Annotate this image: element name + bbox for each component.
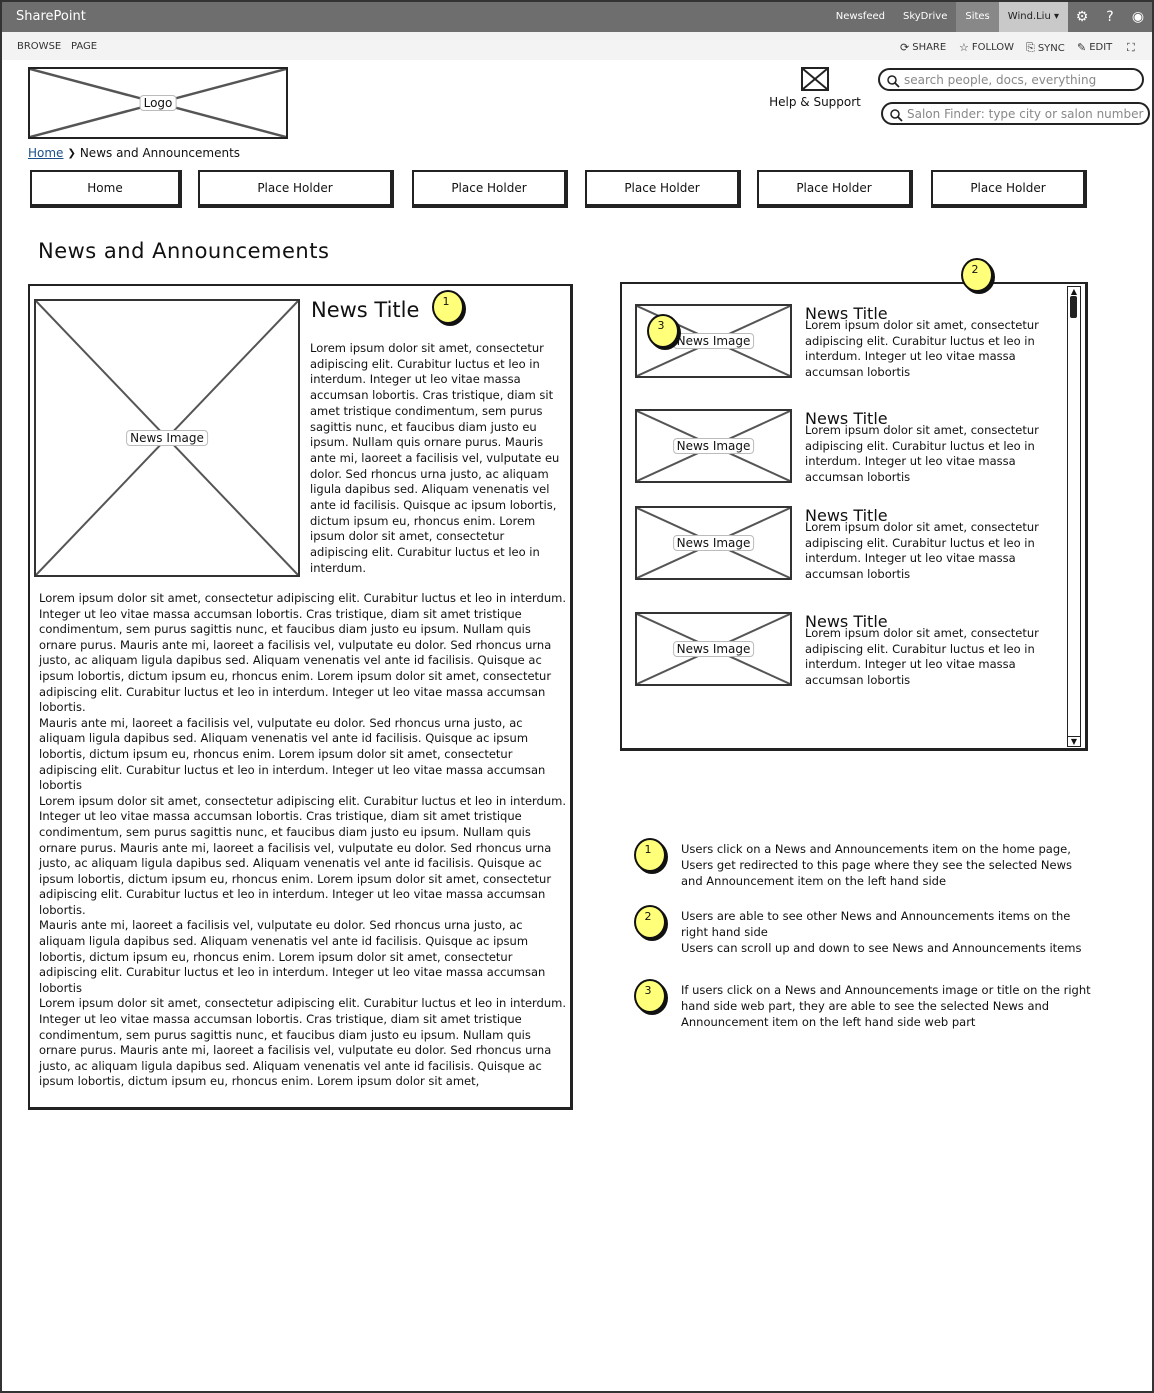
news-item-text: Lorem ipsum dolor sit amet, consectetur adipiscing elit. Curabitur luctus et leo in interdum. Integer ut leo vitae massa accumsan lobortis: [805, 520, 1039, 582]
news-item-image-label: News Image: [673, 333, 755, 349]
legend-line: Users get redirected to this page where they see the selected News and Announcement item on the left hand side: [681, 857, 1072, 888]
follow-label: FOLLOW: [971, 42, 1015, 53]
article-image: [34, 299, 300, 577]
article-image-label: News Image: [126, 430, 208, 446]
news-item-image[interactable]: [635, 409, 792, 483]
article-body: [39, 591, 569, 1090]
share-button[interactable]: [900, 41, 946, 54]
nav-placeholder-5[interactable]: Place Holder: [931, 170, 1087, 208]
search-box: [878, 68, 1144, 91]
star-icon: ☆: [959, 41, 969, 54]
sync-label: SYNC: [1037, 42, 1065, 54]
article-lead-text: Lorem ipsum dolor sit amet, consectetur adipiscing elit. Curabitur luctus et leo in interdum. Integer ut leo vitae massa accumsan lobortis. Cras tristique, diam sit amet tristique condimentum, sem purus sagittis nunc, et faucibus diam justo eu ipsum. Nullam quis ornare purus. Mauris ante mi, laoreet a facilisis vel, vulputate eu dolor. Sed rhoncus urna justo, ac aliquam ligula dapibus sed. Aliquam venenatis vel ante id facilisis. Quisque ac ipsum lobortis, dictum ipsum eu, rhoncus enim. Lorem ipsum dolor sit amet, consectetur adipiscing elit. Curabitur luctus et leo in interdum.: [310, 341, 560, 575]
news-list-web-part: [620, 282, 1088, 751]
share-label: SHARE: [912, 42, 947, 53]
legend-marker: [634, 979, 666, 1013]
sync-icon: ⎘: [1026, 41, 1035, 54]
suite-link-newsfeed[interactable]: Newsfeed: [835, 11, 885, 22]
refresh-icon: ⟳: [900, 41, 910, 54]
ribbon: [2, 32, 1152, 60]
help-support-label: Help & Support: [769, 95, 861, 109]
search-icon: [886, 73, 900, 87]
legend-number: 2: [644, 910, 652, 923]
pencil-icon: ✎: [1077, 41, 1087, 54]
callout-marker-2: [961, 258, 993, 292]
news-list-item[interactable]: [635, 612, 1075, 692]
logo-label: Logo: [140, 95, 177, 111]
legend-text: [681, 842, 1093, 889]
suite-bar: [2, 2, 1152, 32]
nav-home[interactable]: Home: [30, 170, 182, 208]
news-item-title[interactable]: News Title: [805, 409, 888, 428]
sync-button[interactable]: [1026, 41, 1065, 55]
fullscreen-icon: ⛶: [1127, 41, 1135, 54]
article-paragraph: Mauris ante mi, laoreet a facilisis vel, vulputate eu dolor. Sed rhoncus urna justo, ac aliquam ligula dapibus sed. Aliquam venenatis vel ante id facilisis. Quisque ac ipsum lobortis, dictum ipsum eu, rhoncus enim. Lorem ipsum dolor sit amet, consectetur adipiscing elit. Curabitur luctus et leo in interdum. Integer ut leo vitae massa accumsan lobortis: [39, 715, 546, 793]
nav-placeholder-2[interactable]: Place Holder: [412, 170, 568, 208]
suite-links: [827, 2, 1152, 32]
news-item-image[interactable]: [635, 506, 792, 580]
follow-button[interactable]: [959, 41, 1014, 54]
edit-label: EDIT: [1089, 42, 1113, 53]
news-item-image-label: News Image: [673, 535, 755, 551]
scroll-thumb[interactable]: [1070, 296, 1077, 318]
news-item-image-label: News Image: [673, 641, 755, 657]
legend-line: If users click on a News and Announcements image or title on the right hand side web part, they are able to see the selected News and Announcement item on the left hand side web part: [681, 983, 1091, 1029]
scroll-down-arrow-icon[interactable]: ▼: [1068, 736, 1080, 746]
tab-page[interactable]: PAGE: [71, 41, 98, 52]
user-menu[interactable]: [999, 2, 1068, 32]
page-title: News and Announcements: [38, 239, 330, 263]
suite-link-sites[interactable]: Sites: [956, 2, 998, 32]
news-list-item[interactable]: [635, 409, 1075, 489]
news-item-title[interactable]: News Title: [805, 304, 888, 323]
breadcrumb-current: News and Announcements: [79, 146, 241, 160]
edit-button[interactable]: [1077, 41, 1112, 54]
chevron-down-icon: ▾: [1053, 11, 1059, 22]
gear-icon[interactable]: ⚙: [1075, 9, 1089, 25]
article-paragraph: Mauris ante mi, laoreet a facilisis vel, vulputate eu dolor. Sed rhoncus urna justo, ac aliquam ligula dapibus sed. Aliquam venenatis vel ante id facilisis. Quisque ac ipsum lobortis, dictum ipsum eu, rhoncus enim. Lorem ipsum dolor sit amet, consectetur adipiscing elit. Curabitur luctus et leo in interdum. Integer ut leo vitae massa accumsan lobortis: [39, 918, 546, 995]
nav-placeholder-4[interactable]: Place Holder: [757, 170, 913, 208]
user-name: Wind.Liu: [1007, 11, 1051, 22]
news-item-text: Lorem ipsum dolor sit amet, consectetur adipiscing elit. Curabitur luctus et leo in interdum. Integer ut leo vitae massa accumsan lobortis: [805, 626, 1039, 688]
nav-placeholder-1[interactable]: Place Holder: [198, 170, 394, 208]
legend-line: Users can scroll up and down to see News and Announcements items: [681, 940, 1082, 955]
callout-number: 1: [442, 295, 450, 308]
legend-number: 3: [644, 984, 652, 997]
help-icon[interactable]: ?: [1106, 9, 1114, 25]
brand-name[interactable]: SharePoint: [16, 9, 86, 24]
news-item-image-label: News Image: [673, 438, 755, 454]
news-item-text: Lorem ipsum dolor sit amet, consectetur adipiscing elit. Curabitur luctus et leo in interdum. Integer ut leo vitae massa accumsan lobortis: [805, 423, 1039, 485]
news-item-text: Lorem ipsum dolor sit amet, consectetur adipiscing elit. Curabitur luctus et leo in interdum. Integer ut leo vitae massa accumsan lobortis: [805, 318, 1039, 380]
breadcrumb: [28, 146, 240, 160]
callout-number: 2: [971, 263, 979, 276]
article-paragraph: Lorem ipsum dolor sit amet, consectetur adipiscing elit. Curabitur luctus et leo in interdum. Integer ut leo vitae massa accumsan lobortis. Cras tristique, diam sit amet tristique condimentum, sem purus sagittis nunc, et faucibus diam justo eu ipsum. Nullam quis ornare purus. Mauris ante mi, laoreet a facilisis vel, vulputate eu dolor. Sed rhoncus urna justo, ac aliquam ligula dapibus sed. Aliquam venenatis vel ante id facilisis. Quisque ac ipsum lobortis, dictum ipsum eu, rhoncus enim. Lorem ipsum dolor sit amet,: [39, 996, 567, 1089]
news-item-title[interactable]: News Title: [805, 506, 888, 525]
callout-marker-1: [432, 290, 464, 324]
suite-link-skydrive[interactable]: SkyDrive: [902, 11, 948, 22]
legend-line: Users are able to see other News and Announcements items on the right hand side: [681, 909, 1071, 939]
callout-marker-3: [647, 314, 679, 348]
search-icon: [889, 107, 903, 121]
callout-number: 3: [657, 319, 665, 332]
nav-placeholder-3[interactable]: Place Holder: [585, 170, 741, 208]
logo[interactable]: [28, 67, 288, 139]
news-list-item[interactable]: [635, 506, 1075, 586]
focus-button[interactable]: [1127, 41, 1135, 55]
legend-line: Users click on a News and Announcements item on the home page,: [681, 842, 1071, 856]
salon-finder-box: [881, 102, 1150, 125]
news-list-item[interactable]: [635, 304, 1075, 384]
article-title: News Title: [311, 298, 420, 322]
article-paragraph: Lorem ipsum dolor sit amet, consectetur adipiscing elit. Curabitur luctus et leo in interdum. Integer ut leo vitae massa accumsan lobortis. Cras tristique, diam sit amet tristique condimentum, sem purus sagittis nunc, et faucibus diam justo eu ipsum. Nullam quis ornare purus. Mauris ante mi, laoreet a facilisis vel, vulputate eu dolor. Sed rhoncus urna justo, ac aliquam ligula dapibus sed. Aliquam venenatis vel ante id facilisis. Quisque ac ipsum lobortis, dictum ipsum eu, rhoncus enim. Lorem ipsum dolor sit amet, consectetur adipiscing elit. Curabitur luctus et leo in interdum. Integer ut leo vitae massa accumsan lobortis.: [39, 793, 567, 917]
power-icon[interactable]: ◉: [1131, 9, 1145, 25]
legend-text: [681, 909, 1093, 956]
legend-marker: [634, 838, 666, 872]
breadcrumb-home-link[interactable]: Home: [28, 146, 64, 160]
scroll-up-arrow-icon[interactable]: ▲: [1070, 287, 1078, 296]
legend-marker: [634, 905, 666, 939]
search-input[interactable]: [904, 73, 1142, 87]
article-web-part: [28, 284, 573, 1110]
news-item-image[interactable]: [635, 612, 792, 686]
news-item-title[interactable]: News Title: [805, 612, 888, 631]
news-list-scrollbar[interactable]: [1067, 286, 1081, 747]
image-placeholder-icon: [801, 67, 829, 91]
legend-text: [681, 983, 1093, 1030]
salon-finder-input[interactable]: [907, 107, 1148, 121]
article-paragraph: Lorem ipsum dolor sit amet, consectetur adipiscing elit. Curabitur luctus et leo in interdum. Integer ut leo vitae massa accumsan lobortis. Cras tristique, diam sit amet tristique condimentum, sem purus sagittis nunc, et faucibus diam justo eu ipsum. Nullam quis ornare purus. Mauris ante mi, laoreet a facilisis vel, vulputate eu dolor. Sed rhoncus urna justo, ac aliquam ligula dapibus sed. Aliquam venenatis vel ante id facilisis. Quisque ac ipsum lobortis, dictum ipsum eu, rhoncus enim. Lorem ipsum dolor sit amet, consectetur adipiscing elit. Curabitur luctus et leo in interdum. Integer ut leo vitae massa accumsan lobortis.: [39, 591, 567, 715]
help-support-link[interactable]: [765, 67, 865, 109]
chevron-right-icon: ❯: [67, 147, 76, 159]
legend-number: 1: [644, 843, 652, 856]
tab-browse[interactable]: BROWSE: [17, 41, 62, 52]
